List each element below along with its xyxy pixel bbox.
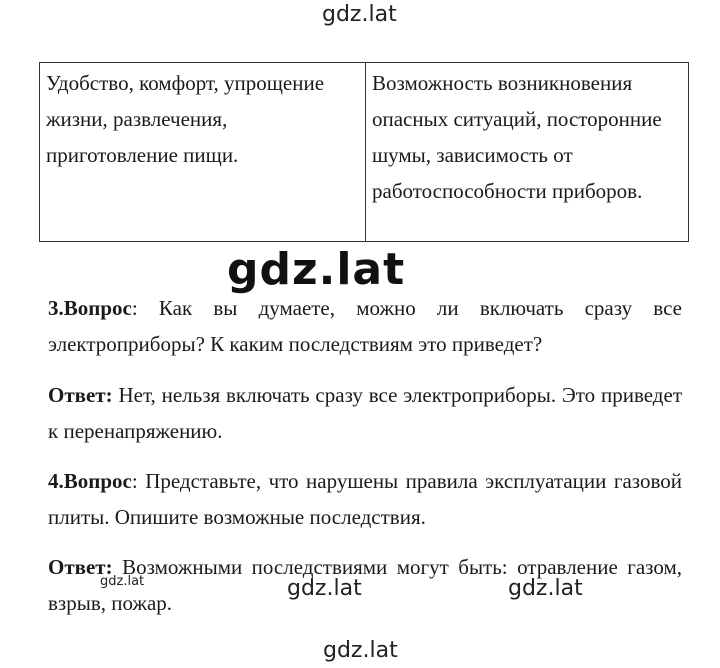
question-3-text: : Как вы думаете, можно ли включать сразу все электроприборы? К каким последствиям это приведет? — [48, 296, 682, 356]
question-3-label: 3.Вопрос — [48, 296, 132, 320]
watermark-bottom: gdz.lat — [323, 638, 398, 663]
answer-4-text: Возможными последствиями могут быть: отравление газом, взрыв, пожар. — [48, 555, 682, 615]
table-cell-disadvantages: Возможность возникновения опасных ситуаций, посторонние шумы, зависимость от работоспособности приборов. — [366, 63, 689, 242]
watermark-small: gdz.lat — [100, 574, 145, 589]
question-4-label: 4.Вопрос — [48, 469, 132, 493]
watermark-mid-left: gdz.lat — [287, 576, 362, 601]
question-4-text: : Представьте, что нарушены правила эксплуатации газовой плиты. Опишите возможные последствия. — [48, 469, 682, 529]
answer-3-label: Ответ: — [48, 383, 113, 407]
answer-3 — [48, 377, 682, 449]
table-row — [40, 63, 689, 242]
table-cell-advantages: Удобство, комфорт, упрощение жизни, развлечения, приготовление пищи. — [40, 63, 366, 242]
comparison-table — [39, 62, 689, 242]
question-3 — [48, 290, 682, 362]
answer-3-text: Нет, нельзя включать сразу все электроприборы. Это приведет к перенапряжению. — [48, 383, 682, 443]
watermark-top: gdz.lat — [322, 2, 397, 27]
answer-4-label: Ответ: — [48, 555, 113, 579]
question-4 — [48, 463, 682, 535]
watermark-mid-right: gdz.lat — [508, 576, 583, 601]
watermark-large: gdz.lat — [227, 244, 406, 295]
